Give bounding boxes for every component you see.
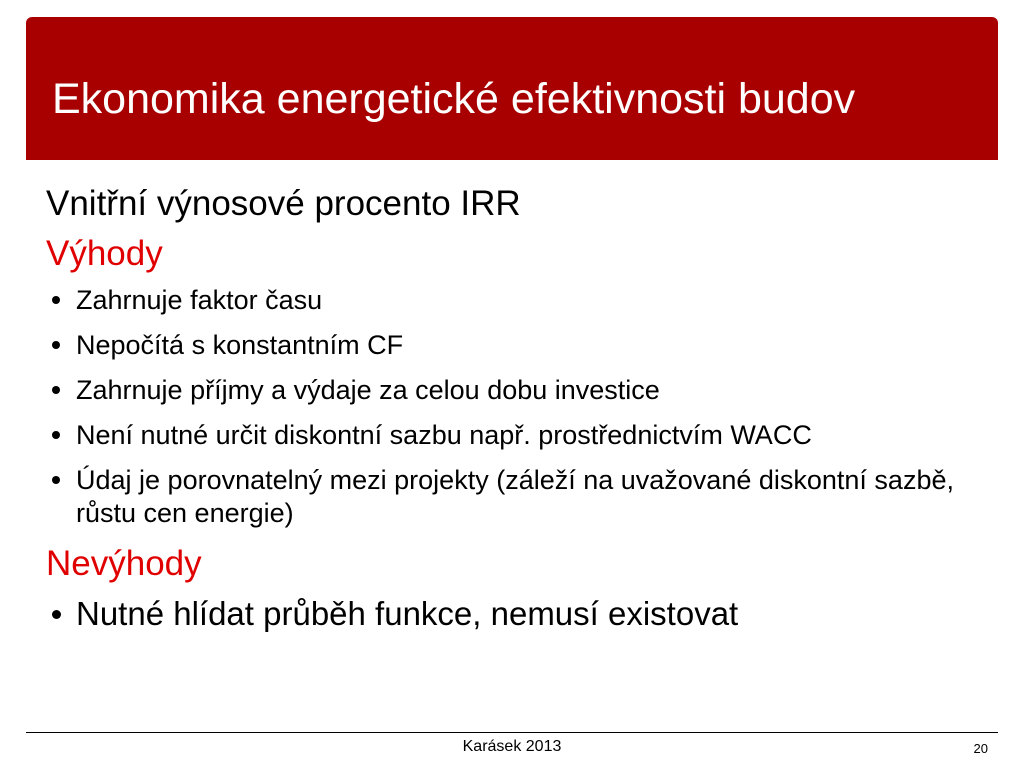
footer-author: Karásek 2013 bbox=[462, 738, 562, 755]
list-item-text: Zahrnuje faktor času bbox=[76, 285, 323, 315]
disadvantages-list bbox=[46, 594, 976, 634]
section-heading: Vnitřní výnosové procento IRR bbox=[46, 184, 521, 223]
list-item-text: Zahrnuje příjmy a výdaje za celou dobu investice bbox=[76, 375, 660, 405]
list-item bbox=[46, 329, 976, 362]
list-item-text: Není nutné určit diskontní sazbu např. prostřednictvím WACC bbox=[76, 420, 812, 450]
bullet-icon bbox=[46, 374, 66, 407]
page-number: 20 bbox=[973, 741, 988, 756]
list-item bbox=[46, 284, 976, 317]
list-item-text: Nepočítá s konstantním CF bbox=[76, 330, 404, 360]
bullet-icon bbox=[46, 594, 66, 634]
list-item bbox=[46, 464, 976, 530]
footer-divider bbox=[26, 732, 998, 733]
list-item bbox=[46, 374, 976, 407]
bullet-icon bbox=[46, 329, 66, 362]
slide-content bbox=[46, 182, 976, 634]
list-item-text: Nutné hlídat průběh funkce, nemusí existovat bbox=[76, 595, 739, 632]
list-item bbox=[46, 594, 976, 634]
bullet-icon bbox=[46, 464, 66, 497]
list-item bbox=[46, 419, 976, 452]
list-item-text: Údaj je porovnatelný mezi projekty (záleží na uvažované diskontní sazbě, růstu cen energie) bbox=[76, 465, 954, 528]
advantages-list bbox=[46, 284, 976, 530]
bullet-icon bbox=[46, 284, 66, 317]
disadvantages-heading: Nevýhody bbox=[46, 544, 202, 583]
slide-title: Ekonomika energetické efektivnosti budov bbox=[52, 75, 856, 123]
advantages-heading: Výhody bbox=[46, 234, 163, 273]
bullet-icon bbox=[46, 419, 66, 452]
